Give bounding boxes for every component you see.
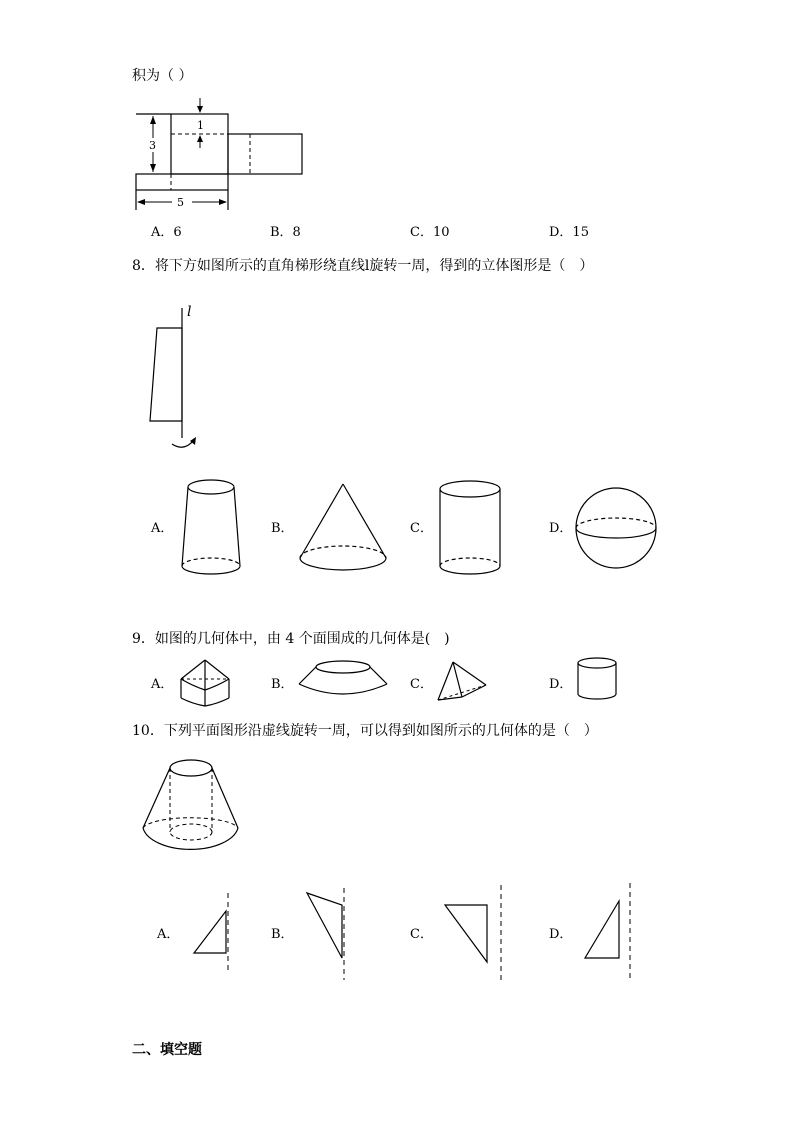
q9-stem: 9．如图的几何体中，由 4 个面围成的几何体是( ): [132, 631, 450, 647]
q7-option-d[interactable]: D．15: [549, 225, 589, 240]
q10-triangle-b-icon: [307, 893, 342, 958]
q10-option-a[interactable]: A．: [157, 927, 180, 942]
q9-option-a[interactable]: A．: [151, 677, 174, 692]
q10-stem: 10．下列平面图形沿虚线旋转一周，可以得到如图所示的几何体的是（ ）: [132, 723, 598, 739]
q7-label-5: 5: [177, 196, 184, 209]
q10-triangle-c-icon: [445, 905, 487, 962]
q9-option-b[interactable]: B．: [271, 677, 294, 692]
q8-axis-label: l: [187, 304, 192, 320]
section-title: 二、填空题: [132, 1042, 202, 1058]
q8-stem: 8．将下方如图所示的直角梯形绕直线l旋转一周，得到的立体图形是（ ）: [132, 258, 594, 274]
q10-option-c[interactable]: C．: [410, 927, 433, 942]
q10-triangle-a-icon: [194, 911, 226, 953]
q9-option-c[interactable]: C．: [410, 677, 433, 692]
q7-label-1: 1: [197, 119, 204, 132]
q7-option-b[interactable]: B．8: [270, 225, 301, 240]
q8-option-c[interactable]: C．: [410, 521, 433, 536]
q8-option-d[interactable]: D．: [549, 521, 573, 536]
q9-option-d[interactable]: D．: [549, 677, 573, 692]
q10-triangle-d-icon: [585, 901, 619, 958]
q8-option-b[interactable]: B．: [271, 521, 294, 536]
q10-option-d[interactable]: D．: [549, 927, 573, 942]
q7-label-3: 3: [149, 139, 156, 152]
q10-option-b[interactable]: B．: [271, 927, 294, 942]
q8-option-a[interactable]: A．: [151, 521, 174, 536]
q7-option-a[interactable]: A．6: [151, 225, 182, 240]
q7-stem-tail: 积为（ ）: [132, 68, 193, 84]
q7-option-c[interactable]: C．10: [410, 225, 450, 240]
